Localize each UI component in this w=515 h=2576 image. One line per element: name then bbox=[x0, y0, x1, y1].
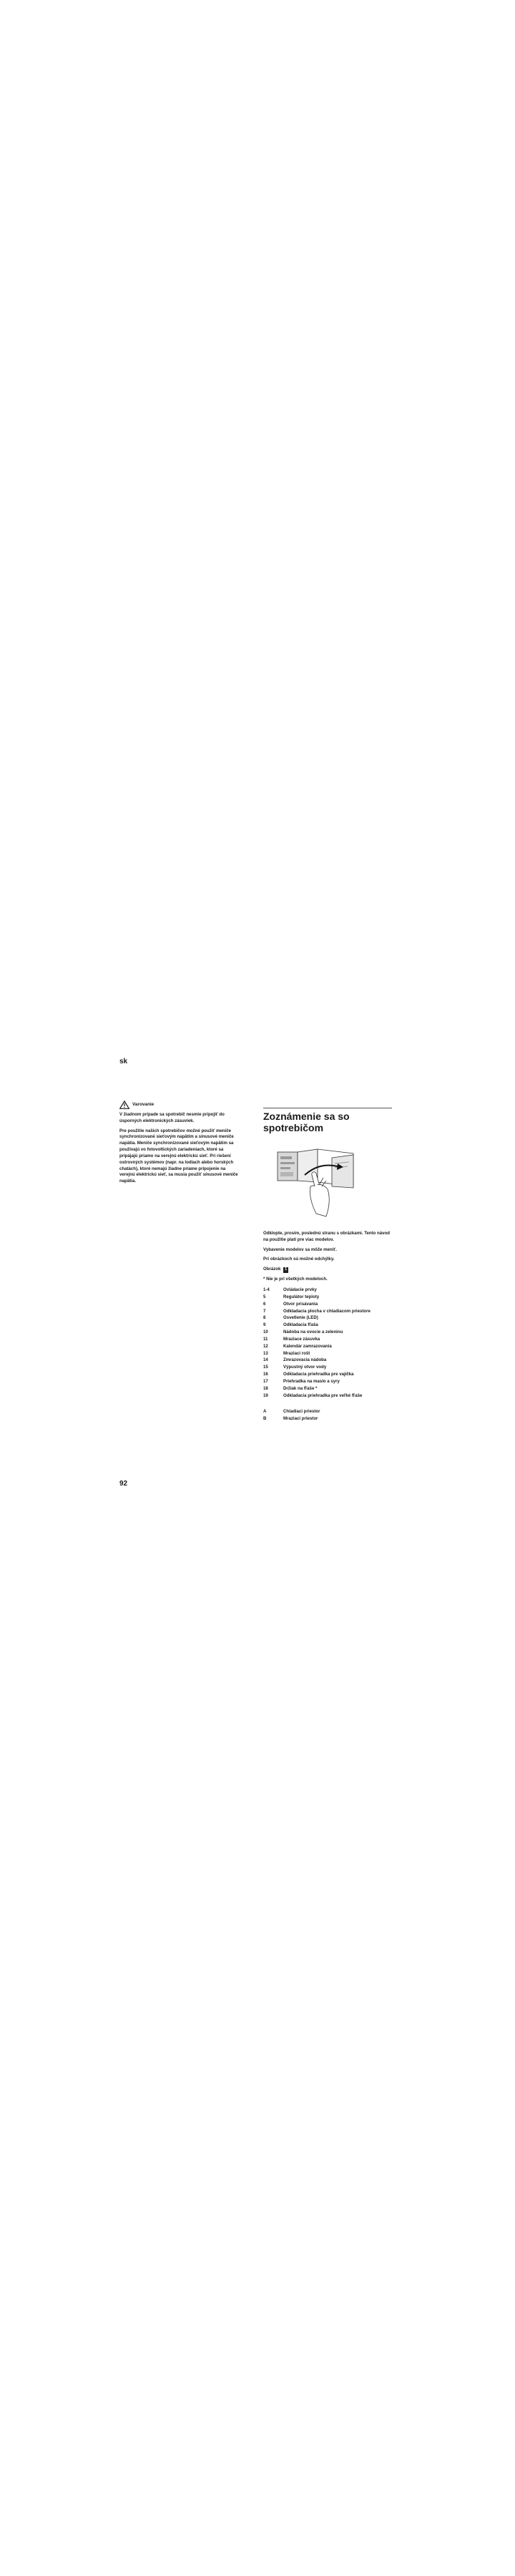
list-item-number: 5 bbox=[263, 1294, 266, 1299]
models-note: Vybavenie modelov sa môže meniť. bbox=[263, 1246, 337, 1252]
warning-column bbox=[119, 1101, 241, 1189]
page-number: 92 bbox=[119, 1480, 128, 1488]
list-item-text: Regulátor teploty bbox=[283, 1294, 320, 1299]
list-item-number: 14 bbox=[263, 1357, 268, 1363]
compartment-legend bbox=[263, 1409, 392, 1423]
figure-note: Pri obrázkoch sú možné odchýlky. bbox=[263, 1257, 335, 1262]
list-item-text: Zmrazovacia nádoba bbox=[283, 1357, 327, 1363]
warning-title: Varovanie bbox=[132, 1102, 154, 1108]
list-item-text: Osvetlenie (LED) bbox=[283, 1315, 318, 1321]
list-item-text: Odkladacia priehradka pre veľké fľaše bbox=[283, 1392, 363, 1398]
warning-paragraph: Pre použitie našich spotrebičov možné použiť meniče synchronizované sieťovým napätím a sínusové meniče napätia. Meniče synchronizované sieťovým napätím sa používajú vo fotovoltických zariadeniach, ktoré sa pripájajú priamo na verejnú elektrickú sieť. Pri riešení ostrovných systémov (napr. na lodiach alebo horských chatách), ktoré nemajú žiadne priame pripojenie na verejnú elektrickú sieť, sa musia použiť sínusové meniče napätia. bbox=[119, 1128, 238, 1184]
list-item bbox=[263, 1294, 392, 1301]
list-item bbox=[263, 1315, 392, 1322]
list-item bbox=[263, 1372, 392, 1378]
list-item-number: 19 bbox=[263, 1392, 268, 1398]
intro-text: Odklopte, prosím, poslednú stranu s obrázkami. Tento návod na použitie platí pre viac modelov. bbox=[263, 1231, 390, 1242]
list-item bbox=[263, 1357, 392, 1364]
list-item bbox=[263, 1330, 392, 1336]
list-item bbox=[263, 1337, 392, 1343]
figure-reference-label: Obrázok bbox=[263, 1267, 281, 1272]
list-item-number: 10 bbox=[263, 1330, 268, 1335]
asterisk-note: * Nie je pri všetkých modeloch. bbox=[263, 1277, 328, 1282]
warning-triangle-icon bbox=[119, 1101, 129, 1109]
fold-out-page-illustration bbox=[273, 1142, 362, 1222]
list-item-text: Chladiaci priestor bbox=[283, 1409, 320, 1415]
list-item-text: Priehradka na maslo a syry bbox=[283, 1378, 340, 1384]
list-item-text: Výpustný otvor vody bbox=[283, 1365, 327, 1370]
list-item-text: Odkladacia priehradka pre vajíčka bbox=[283, 1372, 354, 1377]
list-item-text: Odkladacia fľaša bbox=[283, 1322, 318, 1328]
list-item-letter: A bbox=[263, 1409, 267, 1415]
section-title: Zoznámenie sa so spotrebičom bbox=[263, 1111, 350, 1134]
list-item-number: 12 bbox=[263, 1343, 268, 1349]
list-item bbox=[263, 1287, 392, 1294]
list-item-number: 18 bbox=[263, 1385, 268, 1391]
list-item bbox=[263, 1344, 392, 1350]
list-item-number: 1-4 bbox=[263, 1287, 270, 1293]
list-item bbox=[263, 1351, 392, 1357]
list-item-text: Držiak na fľaše * bbox=[283, 1385, 318, 1391]
list-item bbox=[263, 1416, 392, 1423]
list-item-text: Mraziace zásuvka bbox=[283, 1336, 320, 1342]
section-body bbox=[263, 1231, 392, 1423]
list-item-text: Mraziaci rošt bbox=[283, 1350, 310, 1356]
list-item bbox=[263, 1322, 392, 1329]
list-item bbox=[263, 1379, 392, 1385]
list-item-text: Nádoba na ovocie a zeleninu bbox=[283, 1330, 343, 1335]
list-item-letter: B bbox=[263, 1416, 267, 1422]
list-item-number: 13 bbox=[263, 1350, 268, 1356]
list-item-text: Odkladacia plocha v chladiacom priestore bbox=[283, 1308, 371, 1314]
parts-legend bbox=[263, 1287, 392, 1399]
list-item-number: 6 bbox=[263, 1301, 266, 1307]
list-item-text: Mraziaci priestor bbox=[283, 1416, 318, 1422]
figure-reference bbox=[263, 1267, 392, 1273]
figure-reference-number: 1 bbox=[285, 1267, 288, 1272]
list-item-text: Otvor prisávania bbox=[283, 1301, 318, 1307]
list-item-number: 17 bbox=[263, 1378, 268, 1384]
list-item bbox=[263, 1386, 392, 1392]
list-item-number: 16 bbox=[263, 1372, 268, 1377]
list-item-number: 8 bbox=[263, 1315, 266, 1321]
list-item-text: Kalendár zamrazovania bbox=[283, 1343, 332, 1349]
list-item-number: 15 bbox=[263, 1365, 268, 1370]
list-item bbox=[263, 1365, 392, 1371]
list-item bbox=[263, 1409, 392, 1415]
list-item-number: 7 bbox=[263, 1308, 266, 1314]
list-item-number: 9 bbox=[263, 1322, 266, 1328]
list-item bbox=[263, 1302, 392, 1308]
warning-heading bbox=[119, 1101, 241, 1109]
warning-paragraph: V žiadnom prípade sa spotrebič nesmie pripojiť do úsporných elektronických zásuviek. bbox=[119, 1112, 225, 1123]
list-item bbox=[263, 1309, 392, 1315]
list-item-text: Ovládacie prvky bbox=[283, 1287, 317, 1293]
list-item-number: 11 bbox=[263, 1336, 268, 1342]
language-code: sk bbox=[119, 1058, 128, 1065]
list-item bbox=[263, 1393, 392, 1400]
